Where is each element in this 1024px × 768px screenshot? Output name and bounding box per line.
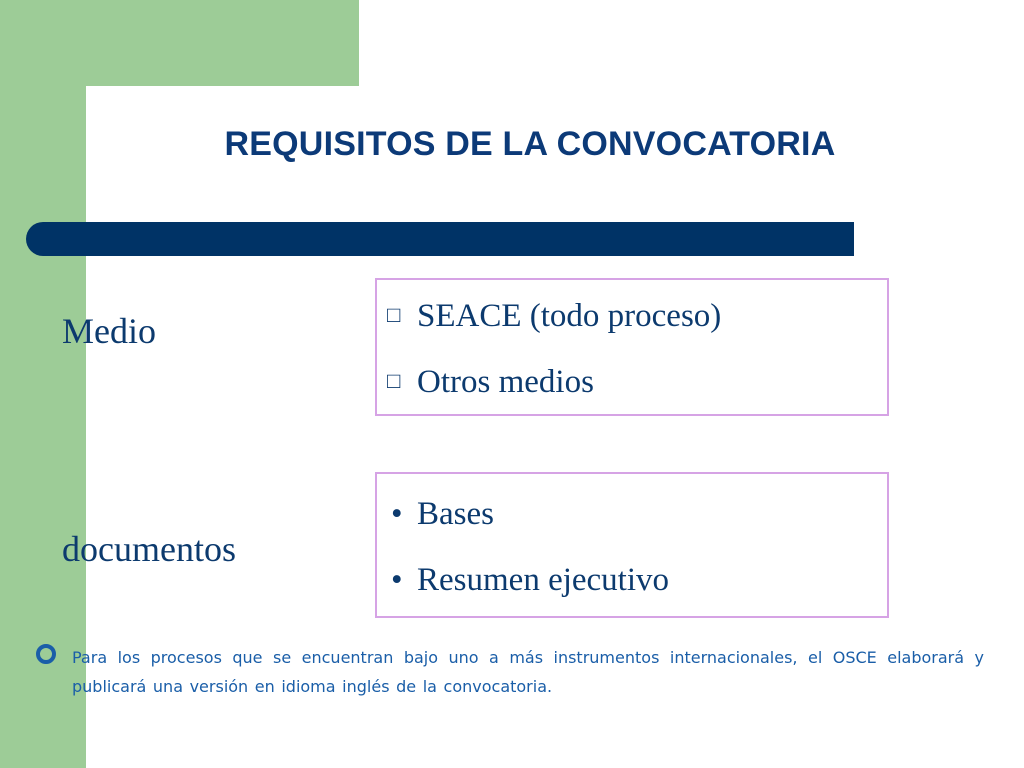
square-bullet-icon: □ [387,302,401,327]
ring-bullet-icon [36,644,56,664]
list-item-text: SEACE (todo proceso) [417,298,722,334]
slide-title: REQUISITOS DE LA CONVOCATORIA [224,125,836,163]
list-item [387,496,494,533]
medio-options-box [375,278,889,416]
top-green-block [86,0,359,86]
row-label-medio: Medio [62,311,156,351]
list-item [387,298,721,335]
footnote [36,643,984,701]
list-item [387,364,594,401]
dot-bullet-icon: • [391,562,403,598]
row-label-documentos: documentos [62,529,236,569]
footnote-text: Para los procesos que se encuentran bajo uno a más instrumentos internacionales, el OSCE elaborará y publicará una versión en idioma inglés de la convocatoria. [72,648,984,696]
title-underline-bar [26,222,854,256]
list-item [387,562,669,599]
list-item-text: Bases [417,496,494,532]
dot-bullet-icon: • [391,496,403,532]
list-item-text: Resumen ejecutivo [417,562,670,598]
square-bullet-icon: □ [387,368,401,393]
list-item-text: Otros medios [417,364,594,400]
documentos-box [375,472,889,618]
